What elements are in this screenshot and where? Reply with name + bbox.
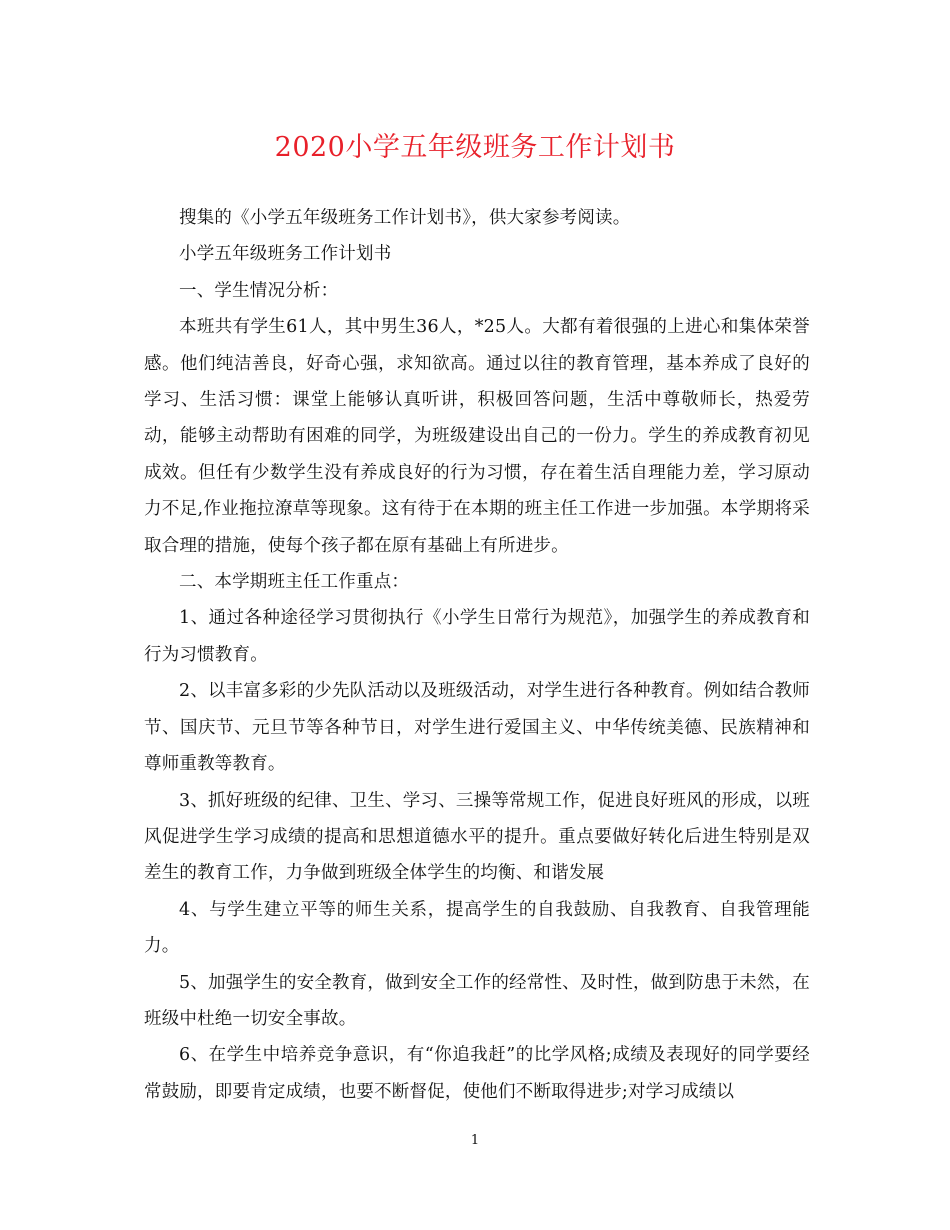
document-title: 2020小学五年级班务工作计划书 xyxy=(274,132,676,163)
subtitle-paragraph: 小学五年级班务工作计划书 xyxy=(179,244,392,265)
section-heading-student-analysis: 一、学生情况分析： xyxy=(179,280,339,301)
list-item: 5、加强学生的安全教育，做到安全工作的经常性、及时性，做到防患于未然，在班级中杜绝一切安全事故。 xyxy=(144,972,810,1029)
list-item: 3、抓好班级的纪律、卫生、学习、三操等常规工作，促进良好班风的形成，以班风促进学生学习成绩的提高和思想道德水平的提升。重点要做好转化后进生特别是双差生的教育工作，力争做到班级全体学生的均衡、和谐发展 xyxy=(144,790,810,884)
list-item: 2、以丰富多彩的少先队活动以及班级活动，对学生进行各种教育。例如结合教师节、国庆节、元旦节等各种节日，对学生进行爱国主义、中华传统美德、民族精神和尊师重教等教育。 xyxy=(144,681,810,775)
list-item: 1、通过各种途径学习贯彻执行《小学生日常行为规范》，加强学生的养成教育和行为习惯教育。 xyxy=(144,608,810,665)
intro-paragraph: 搜集的《小学五年级班务工作计划书》，供大家参考阅读。 xyxy=(179,208,631,228)
student-analysis-paragraph: 本班共有学生61人，其中男生36人，*25人。大都有着很强的上进心和集体荣誉感。他们纯洁善良，好奇心强，求知欲高。通过以往的教育管理，基本养成了良好的学习、生活习惯：课堂上能够认真听讲，积极回答问题，生活中尊敬师长，热爱劳动，能够主动帮助有困难的同学，为班级建设出自己的一份力。学生的养成教育初见成效。但任有少数学生没有养成良好的行为习惯，存在着生活自理能力差，学习原动力不足,作业拖拉潦草等现象。这有待于在本期的班主任工作进一步加强。本学期将采取合理的措施，使每个孩子都在原有基础上有所进步。 xyxy=(144,317,810,556)
document-body xyxy=(144,200,810,1110)
page-number: 1 xyxy=(470,1133,480,1148)
list-item: 4、与学生建立平等的师生关系，提高学生的自我鼓励、自我教育、自我管理能力。 xyxy=(144,899,810,957)
section-heading-work-focus: 二、本学期班主任工作重点： xyxy=(179,572,410,593)
list-item: 6、在学生中培养竞争意识，有“你追我赶”的比学风格;成绩及表现好的同学要经常鼓励，即要肯定成绩，也要不断督促，使他们不断取得进步;对学习成绩以 xyxy=(144,1045,810,1102)
